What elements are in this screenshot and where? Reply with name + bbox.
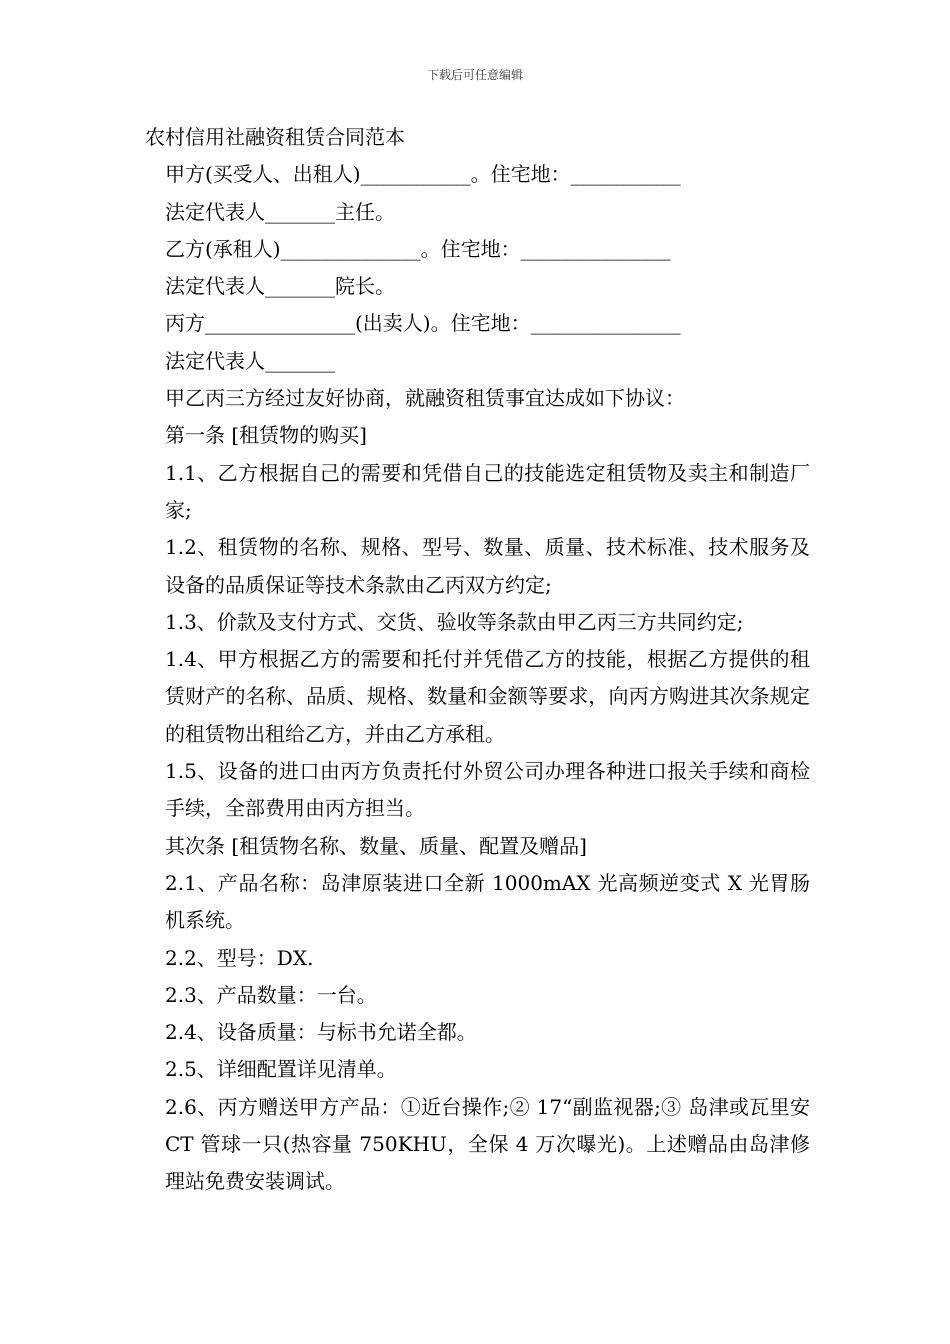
clause-1-4: 1.4、甲方根据乙方的需要和托付并凭借乙方的技能，根据乙方提供的租赁财产的名称、品质、规格、数量和金额等要求，向丙方购进其次条规定的租赁物出租给乙方，并由乙方承租。 (165, 647, 810, 746)
paragraph-party-a-rep: 法定代表人_______主任。 (165, 199, 395, 224)
clause-2-2: 2.2、型号：DX. (165, 945, 314, 970)
document-title: 农村信用社融资租赁合同范本 (145, 125, 405, 149)
clause-1-5: 1.5、设备的进口由丙方负责托付外贸公司办理各种进口报关手续和商检手续，全部费用由丙方担当。 (165, 759, 810, 821)
clause-2-4: 2.4、设备质量：与标书允诺全都。 (165, 1020, 477, 1045)
clause-1-2: 1.2、租赁物的名称、规格、型号、数量、质量、技术标准、技术服务及设备的品质保证等技术条款由乙丙双方约定; (165, 535, 810, 597)
paragraph-party-b: 乙方(承租人)______________。住宅地：_______________ (165, 236, 671, 261)
clause-2-1: 2.1、产品名称：岛津原装进口全新 1000mAX 光高频逆变式 X 光胃肠机系统。 (165, 870, 810, 933)
clause-1-3: 1.3、价款及支付方式、交货、验收等条款由甲乙丙三方共同约定; (165, 609, 744, 634)
paragraph-party-c: 丙方_______________(出卖人)。住宅地：_______________ (165, 311, 681, 336)
clause-2-5: 2.5、详细配置详见清单。 (165, 1057, 397, 1082)
section-heading-2: 其次条 [租赁物名称、数量、质量、配置及赠品] (165, 833, 587, 858)
paragraph-agreement-intro: 甲乙丙三方经过友好协商，就融资租赁事宜达成如下协议： (165, 386, 685, 411)
document-body (145, 119, 810, 1201)
clause-1-1: 1.1、乙方根据自己的需要和凭借自己的技能选定租赁物及卖主和制造厂家; (165, 460, 810, 522)
paragraph-party-a: 甲方(买受人、出租人)___________。住宅地：___________ (165, 162, 681, 187)
section-heading-1: 第一条 [租赁物的购买] (165, 423, 367, 448)
clause-2-6: 2.6、丙方赠送甲方产品：①近台操作;② 17“副监视器;③ 岛津或瓦里安 CT 管球一只(热容量 750KHU，全保 4 万次曝光)。上述赠品由岛津修理站免费安装调试。 (165, 1094, 810, 1194)
paragraph-party-b-rep: 法定代表人_______院长。 (165, 274, 395, 299)
page-header: 下载后可任意编辑 (426, 68, 523, 82)
clause-2-3: 2.3、产品数量：一台。 (165, 982, 377, 1007)
paragraph-party-c-rep: 法定代表人_______ (165, 348, 335, 373)
